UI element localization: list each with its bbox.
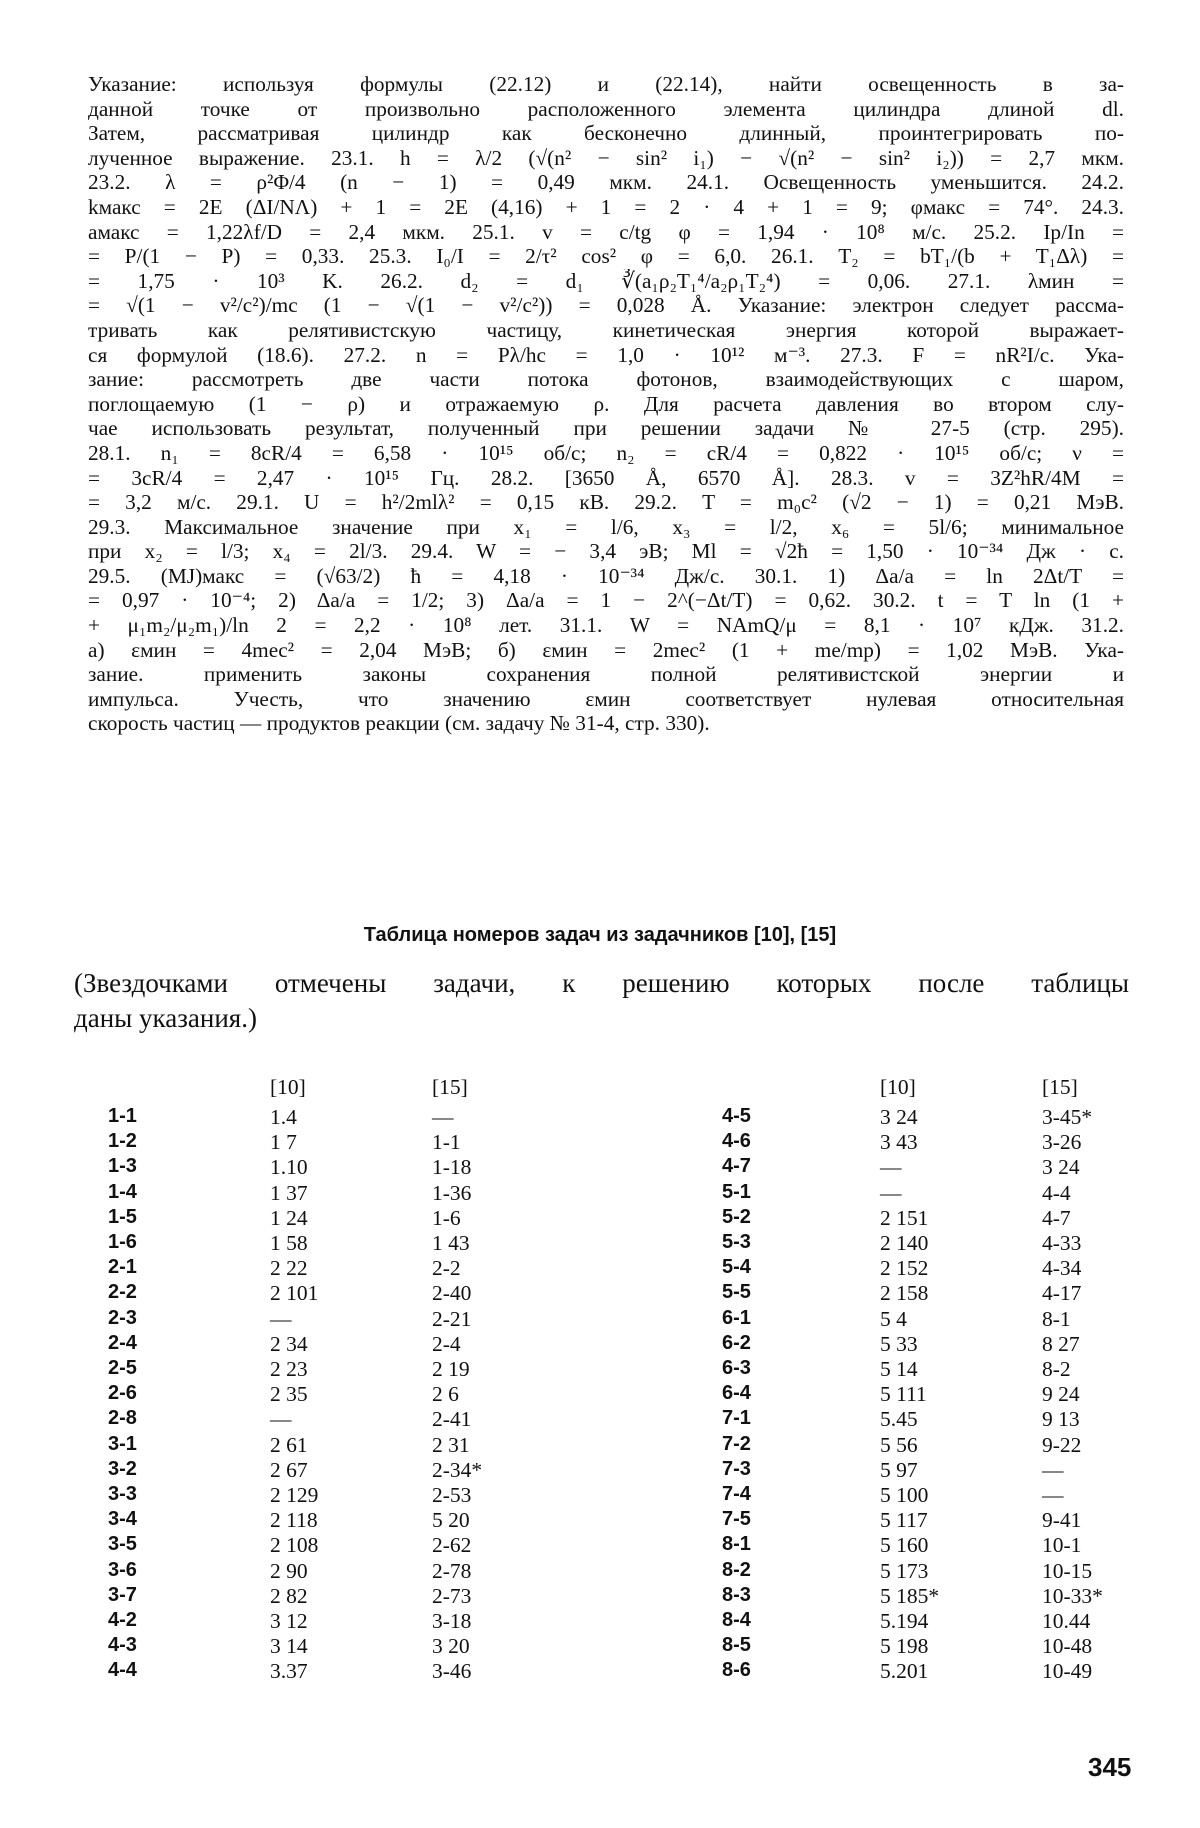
task-number: 5-1	[722, 1180, 751, 1203]
task-ref-15: 4-33	[1042, 1231, 1082, 1255]
task-ref-15: 1 43	[432, 1231, 470, 1255]
task-ref-15: 2 19	[432, 1357, 470, 1381]
task-ref-10: 5 56	[880, 1432, 918, 1457]
task-ref-15: 1-36	[432, 1180, 472, 1205]
task-ref-15: —	[432, 1105, 454, 1129]
task-ref-15: 9 24	[1042, 1382, 1080, 1407]
table-title: Таблица номеров задач из задачников [10], [15]	[363, 924, 837, 946]
task-number: 3-2	[108, 1457, 137, 1480]
task-number: 3-4	[108, 1508, 137, 1531]
table-note-line: (Звездочками отмечены задачи, к решению которых после таблицы	[74, 968, 1129, 998]
answer-line: = 0,97 · 10⁻⁴; 2) Δa/a = 1/2; 3) Δa/a = 1 − 2^(−Δt/T) = 0,62. 30.2. t = T ln (1 +	[88, 588, 1124, 613]
task-ref-10: 1 24	[270, 1205, 308, 1230]
task-number: 5-2	[722, 1205, 751, 1228]
task-number: 8-6	[722, 1659, 751, 1682]
task-ref-10: 2 151	[880, 1205, 929, 1230]
task-ref-10: 2 118	[270, 1508, 318, 1533]
table-note	[74, 966, 1129, 1036]
page-number: 345	[1088, 1752, 1132, 1782]
answer-line: скорость частиц — продуктов реакции (см. задачу № 31-4, стр. 330).	[88, 711, 710, 736]
task-number: 7-5	[722, 1508, 751, 1531]
task-ref-10: 5.201	[880, 1659, 929, 1684]
task-number: 7-3	[722, 1457, 751, 1480]
task-number: 2-6	[108, 1382, 137, 1405]
answer-line: = P/(1 − P) = 0,33. 25.3. I₀/I = 2/τ² cos² φ = 6,0. 26.1. T₂ = bT₁/(b + T₁Δλ) =	[88, 244, 1124, 269]
answer-line: = 1,75 · 10³ K. 26.2. d₂ = d₁ ∛(a₁ρ₂T₁⁴/a₂ρ₁T₂⁴) = 0,06. 27.1. λмин =	[88, 268, 1124, 293]
task-number: 8-4	[722, 1609, 751, 1631]
task-ref-10: —	[270, 1407, 292, 1432]
task-number: 5-5	[722, 1281, 751, 1304]
task-number: 8-1	[722, 1533, 751, 1556]
task-number: 6-3	[722, 1357, 751, 1379]
task-ref-10: 1.10	[270, 1155, 308, 1180]
task-ref-10: 2 23	[270, 1357, 308, 1381]
task-ref-15: 2-21	[432, 1306, 472, 1331]
answer-line: данной точке от произвольно расположенного элемента цилиндра длиной dl.	[88, 96, 1124, 121]
task-ref-10: 5 173	[880, 1558, 929, 1583]
task-number: 5-4	[722, 1256, 751, 1279]
task-ref-10: 5.45	[880, 1407, 918, 1432]
task-ref-15: 1-1	[432, 1130, 461, 1155]
task-ref-15: —	[1042, 1457, 1064, 1482]
task-number: 8-5	[722, 1634, 751, 1657]
task-ref-10: 5 185*	[880, 1583, 940, 1608]
task-ref-10: —	[270, 1306, 292, 1331]
task-number: 1-2	[108, 1130, 137, 1153]
task-ref-15: 3 20	[432, 1634, 470, 1659]
task-ref-10: 2 34	[270, 1331, 308, 1356]
task-ref-10: 1.4	[270, 1105, 297, 1129]
task-number: 2-1	[108, 1256, 137, 1279]
task-ref-15: 8-2	[1042, 1357, 1071, 1381]
task-number: 6-4	[722, 1382, 751, 1405]
task-number: 7-1	[722, 1407, 751, 1430]
answer-line: Указание: используя формулы (22.12) и (22.14), найти освещенность в за-	[88, 72, 1124, 96]
answer-line: зание. применить законы сохранения полной релятивистской энергии и	[88, 662, 1124, 687]
task-ref-15: 10-49	[1042, 1659, 1093, 1684]
answer-line: = 3cR/4 = 2,47 · 10¹⁵ Гц. 28.2. [3650 Å, 6570 Å]. 28.3. v = 3Z²hR/4M =	[88, 465, 1124, 490]
task-ref-10: 2 101	[270, 1281, 319, 1306]
answer-line: 29.3. Максимальное значение при x₁ = l/6, x₃ = l/2, x₆ = 5l/6; минимальное	[88, 514, 1124, 539]
answer-line: импульса. Учесть, что значению εмин соответствует нулевая относительная	[88, 686, 1124, 711]
task-ref-15: 2-4	[432, 1331, 461, 1356]
task-number: 6-1	[722, 1306, 751, 1329]
answer-line: 28.1. n₁ = 8cR/4 = 6,58 · 10¹⁵ об/с; n₂ = cR/4 = 0,822 · 10¹⁵ об/с; ν =	[88, 440, 1124, 465]
column-header-15: [15]	[1042, 1075, 1078, 1099]
task-ref-15: 9-41	[1042, 1508, 1082, 1533]
task-ref-10: 2 108	[270, 1533, 319, 1558]
task-ref-15: 10-15	[1042, 1558, 1093, 1583]
task-ref-10: 5 198	[880, 1634, 929, 1659]
task-ref-10: 2 158	[880, 1281, 929, 1306]
task-ref-15: 2-41	[432, 1407, 472, 1432]
answer-line: ся формулой (18.6). 27.2. n = Pλ/hc = 1,0 · 10¹² м⁻³. 27.3. F = nR²I/c. Ука-	[88, 342, 1124, 367]
task-ref-10: 1 58	[270, 1231, 308, 1255]
task-number: 2-2	[108, 1281, 137, 1304]
task-ref-10: 3 14	[270, 1634, 308, 1659]
task-ref-15: 2 6	[432, 1382, 459, 1407]
task-ref-10: 2 35	[270, 1382, 308, 1407]
task-ref-15: 3-18	[432, 1609, 472, 1633]
answer-line: зание: рассмотреть две части потока фотонов, взаимодействующих с шаром,	[88, 367, 1124, 392]
task-ref-15: 10-33*	[1042, 1583, 1103, 1608]
task-ref-15: 4-17	[1042, 1281, 1082, 1306]
task-ref-10: 2 152	[880, 1256, 929, 1281]
task-ref-10: 5 117	[880, 1508, 928, 1533]
task-number: 8-3	[722, 1583, 751, 1606]
task-ref-15: 4-34	[1042, 1256, 1082, 1281]
task-ref-10: 2 67	[270, 1457, 308, 1482]
task-ref-10: 1 7	[270, 1130, 297, 1155]
task-ref-10: 5 33	[880, 1331, 918, 1356]
task-number: 4-3	[108, 1634, 137, 1657]
task-ref-15: 5 20	[432, 1508, 470, 1533]
task-number: 4-4	[108, 1659, 137, 1682]
task-ref-15: 2-2	[432, 1256, 461, 1281]
task-number: 2-4	[108, 1331, 137, 1354]
task-ref-10: 5 14	[880, 1357, 918, 1381]
task-ref-15: 10-48	[1042, 1634, 1093, 1659]
task-ref-15: 3-46	[432, 1659, 472, 1684]
task-ref-10: 2 61	[270, 1432, 308, 1457]
task-number: 7-4	[722, 1483, 751, 1505]
task-number: 2-8	[108, 1407, 137, 1430]
answer-line: лученное выражение. 23.1. h = λ/2 (√(n² − sin² i₁) − √(n² − sin² i₂)) = 2,7 мкм.	[88, 145, 1124, 170]
task-ref-10: 3.37	[270, 1659, 308, 1684]
task-ref-10: 3 24	[880, 1105, 918, 1129]
task-number: 1-4	[108, 1180, 137, 1203]
task-ref-10: 2 129	[270, 1483, 319, 1507]
task-ref-15: 8 27	[1042, 1331, 1080, 1356]
task-number: 3-3	[108, 1483, 137, 1505]
task-ref-15: 2-34*	[432, 1457, 483, 1482]
task-ref-15: 2-78	[432, 1558, 472, 1583]
task-ref-15: 10.44	[1042, 1609, 1091, 1633]
column-header-10: [10]	[880, 1075, 916, 1099]
task-ref-10: —	[880, 1155, 902, 1180]
task-ref-15: 2-40	[432, 1281, 472, 1306]
task-ref-15: 2-53	[432, 1483, 472, 1507]
task-ref-10: 5 100	[880, 1483, 929, 1507]
task-ref-10: 3 43	[880, 1130, 918, 1155]
task-ref-10: 5 160	[880, 1533, 929, 1558]
task-ref-15: —	[1042, 1483, 1064, 1507]
task-number: 1-6	[108, 1231, 137, 1253]
task-ref-10: 5 97	[880, 1457, 918, 1482]
answer-line: + μ₁m₂/μ₂m₁)/ln 2 = 2,2 · 10⁸ лет. 31.1. W = NAmQ/μ = 8,1 · 10⁷ кДж. 31.2.	[88, 613, 1124, 638]
answer-line: чае использовать результат, полученный при решении задачи № 27-5 (стр. 295).	[88, 416, 1124, 441]
answer-line: kмакс = 2E (ΔI/NΛ) + 1 = 2E (4,16) + 1 = 2 · 4 + 1 = 9; φмакс = 74°. 24.3.	[88, 194, 1124, 219]
task-number: 3-7	[108, 1583, 137, 1606]
column-header-15: [15]	[432, 1075, 468, 1099]
task-number: 1-3	[108, 1155, 137, 1178]
task-ref-15: 4-7	[1042, 1205, 1071, 1230]
task-ref-15: 2-73	[432, 1583, 472, 1608]
table-note-line: даны указания.)	[74, 1003, 257, 1033]
task-ref-10: —	[880, 1180, 902, 1205]
answer-line: = 3,2 м/с. 29.1. U = h²/2mlλ² = 0,15 кВ. 29.2. T = m₀c² (√2 − 1) = 0,21 МэВ.	[88, 490, 1124, 515]
task-number: 4-6	[722, 1130, 751, 1153]
task-ref-15: 2 31	[432, 1432, 470, 1457]
task-ref-15: 1-6	[432, 1205, 461, 1230]
task-ref-10: 2 140	[880, 1231, 929, 1255]
task-ref-10: 5 111	[880, 1382, 927, 1407]
task-ref-15: 9-22	[1042, 1432, 1082, 1457]
answer-line: Затем, рассматривая цилиндр как бесконечно длинный, проинтегрировать по-	[88, 121, 1124, 146]
task-number: 4-7	[722, 1155, 751, 1178]
task-ref-15: 3 24	[1042, 1155, 1080, 1180]
task-ref-15: 3-45*	[1042, 1105, 1093, 1129]
answer-line: aмакс = 1,22λf/D = 2,4 мкм. 25.1. v = c/tg φ = 1,94 · 10⁸ м/с. 25.2. Ip/In =	[88, 219, 1124, 244]
task-number: 3-6	[108, 1558, 137, 1581]
task-number: 2-5	[108, 1357, 137, 1379]
task-ref-10: 2 90	[270, 1558, 308, 1583]
answer-line: тривать как релятивистскую частицу, кинетическая энергия которой выражает-	[88, 317, 1124, 342]
answer-line: при x₂ = l/3; x₄ = 2l/3. 29.4. W = − 3,4 эВ; Ml = √2ħ = 1,50 · 10⁻³⁴ Дж · с.	[88, 539, 1124, 564]
task-ref-10: 2 82	[270, 1583, 308, 1608]
task-number: 1-5	[108, 1205, 137, 1228]
task-number: 6-2	[722, 1331, 751, 1354]
task-number: 1-1	[108, 1105, 137, 1127]
column-header-10: [10]	[270, 1075, 306, 1099]
task-number: 8-2	[722, 1558, 751, 1581]
answer-line: 29.5. (MJ)макс = (√63/2) ħ = 4,18 · 10⁻³⁴ Дж/с. 30.1. 1) Δa/a = ln 2Δt/T =	[88, 563, 1124, 588]
answer-line: a) εмин = 4mec² = 2,04 МэВ; б) εмин = 2mec² (1 + me/mp) = 1,02 МэВ. Ука-	[88, 637, 1124, 662]
task-ref-10: 2 22	[270, 1256, 308, 1281]
task-ref-10: 1 37	[270, 1180, 308, 1205]
task-number: 4-5	[722, 1105, 751, 1127]
task-number: 5-3	[722, 1231, 751, 1253]
task-number: 2-3	[108, 1306, 137, 1329]
task-ref-15: 4-4	[1042, 1180, 1071, 1205]
task-ref-15: 1-18	[432, 1155, 472, 1180]
task-number: 3-5	[108, 1533, 137, 1556]
task-number: 4-2	[108, 1609, 137, 1631]
task-ref-10: 5 4	[880, 1306, 907, 1331]
answer-line: поглощаемую (1 − ρ) и отражаемую ρ. Для расчета давления во втором слу-	[88, 391, 1124, 416]
task-ref-10: 5.194	[880, 1609, 929, 1633]
task-ref-15: 10-1	[1042, 1533, 1082, 1558]
task-number: 7-2	[722, 1432, 751, 1455]
task-ref-15: 9 13	[1042, 1407, 1080, 1432]
answer-line: 23.2. λ = ρ²Φ/4 (n − 1) = 0,49 мкм. 24.1. Освещенность уменьшится. 24.2.	[88, 170, 1124, 195]
task-ref-10: 3 12	[270, 1609, 308, 1633]
task-ref-15: 8-1	[1042, 1306, 1071, 1331]
answers-text	[88, 72, 1124, 736]
answer-line: = √(1 − v²/c²)/mc (1 − √(1 − v²/c²)) = 0,028 Å. Указание: электрон следует рассма-	[88, 293, 1124, 318]
task-ref-15: 3-26	[1042, 1130, 1082, 1155]
task-ref-15: 2-62	[432, 1533, 472, 1558]
task-number: 3-1	[108, 1432, 137, 1455]
